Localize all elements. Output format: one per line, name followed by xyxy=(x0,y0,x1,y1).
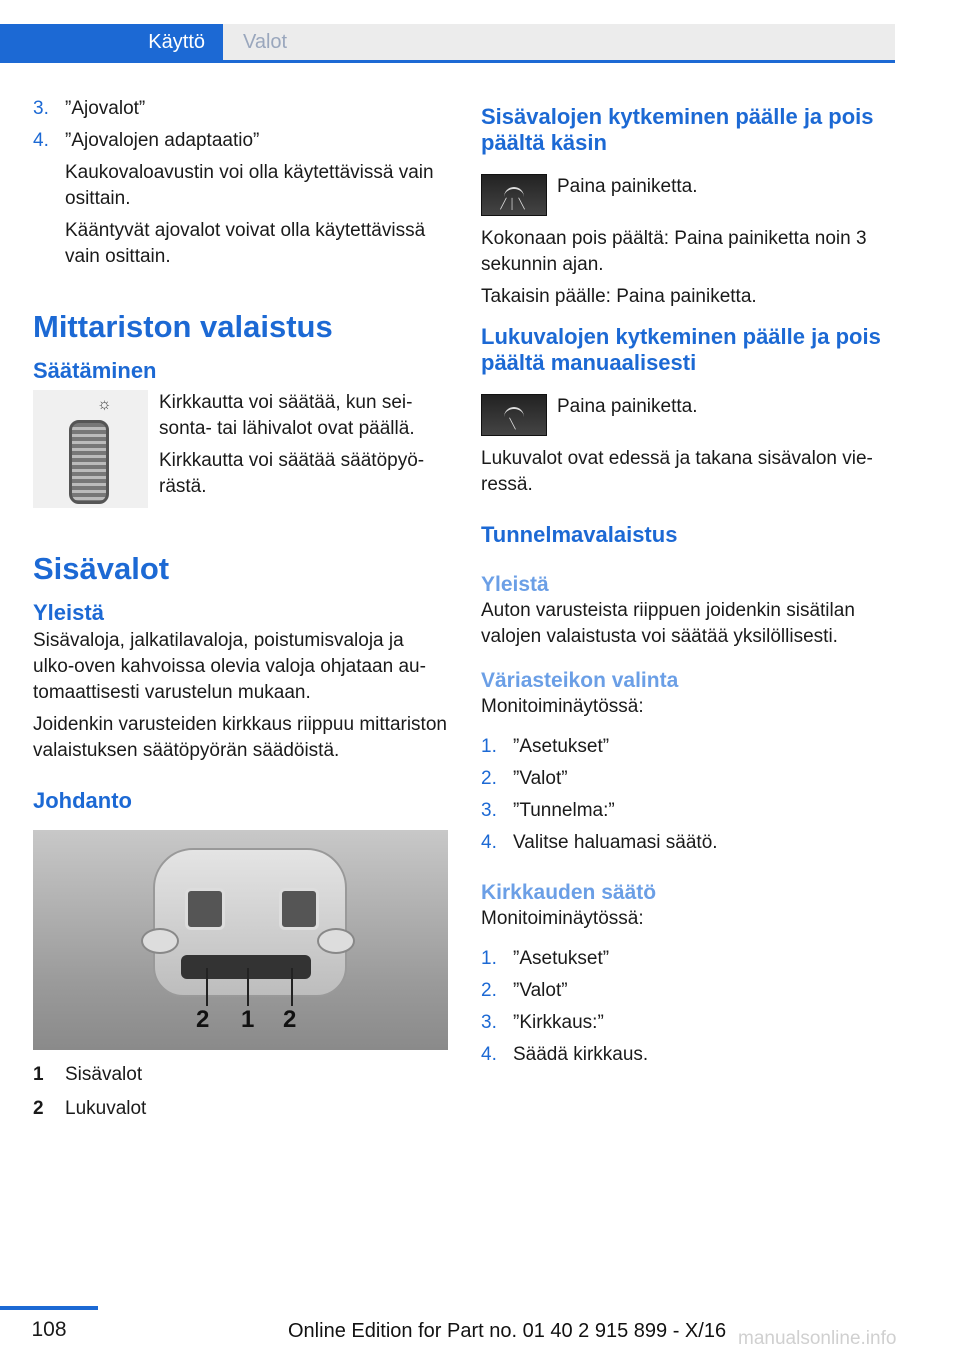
interior-light-button-icon xyxy=(481,174,547,216)
legend-key: 1 xyxy=(33,1064,44,1085)
heading-sisavalot-kasin: Sisävalojen kytkeminen päälle ja pois päältä käsin xyxy=(481,104,874,155)
legend-value: Sisävalot xyxy=(65,1064,143,1085)
list-number: 4. xyxy=(481,832,497,853)
lamp-icon xyxy=(504,187,524,199)
legend-value: Lukuvalot xyxy=(65,1098,147,1119)
list-item xyxy=(33,96,448,122)
note-text: Kääntyvät ajovalot voivat olla käytettävissä vain osittain. xyxy=(65,220,426,267)
saataminen-text-1: Kirkkautta voi säätää, kun seisonta- tai lähivalot ovat päällä. xyxy=(159,392,415,439)
thumbwheel-icon xyxy=(69,420,109,504)
legend-item xyxy=(33,1060,448,1090)
header-rule xyxy=(0,60,895,63)
edition-text: Online Edition for Part no. 01 40 2 915 899 - X/16 xyxy=(288,1320,727,1342)
heading-yleista-2: Yleistä xyxy=(481,573,549,596)
saataminen-text-2: Kirkkautta voi säätää säätöpyörästä. xyxy=(159,450,425,497)
legend-item xyxy=(33,1094,448,1124)
tunnelma-text: Auton varusteista riippuen joidenkin sisätilan valojen valaistusta voi säätää yksilöllisesti. xyxy=(481,600,855,647)
callout-line xyxy=(291,968,293,1006)
footer-rule xyxy=(0,1306,98,1310)
list-text: ”Valot” xyxy=(513,768,568,789)
list-text: ”Ajovalojen adaptaatio” xyxy=(65,130,260,151)
kirkkaus-list xyxy=(481,946,901,1068)
lamp-icon xyxy=(504,407,524,419)
list-item xyxy=(33,128,448,154)
heading-tunnelmavalaistus: Tunnelmavalaistus xyxy=(481,522,678,547)
list-item xyxy=(481,978,901,1004)
list-text: ”Kirkkaus:” xyxy=(513,1012,604,1033)
heading-sisavalot: Sisävalot xyxy=(33,551,170,586)
list-item xyxy=(481,798,901,824)
vari-list xyxy=(481,734,901,856)
callout-line xyxy=(206,968,208,1006)
dimmer-wheel-image xyxy=(33,390,148,508)
list-number: 3. xyxy=(481,800,497,821)
button-instruction xyxy=(481,174,901,216)
list-number: 3. xyxy=(481,1012,497,1033)
kokonaan-text: Kokonaan pois päältä: Paina painiketta noin 3 sekunnin ajan. xyxy=(481,228,867,275)
heading-lukuvalot: Lukuvalojen kytkeminen päälle ja pois päältä manuaalisesti xyxy=(481,324,881,375)
callout-label: 2 xyxy=(196,1006,210,1033)
watermark: manualsonline.info xyxy=(738,1328,897,1349)
page-header xyxy=(0,24,895,64)
legend-key: 2 xyxy=(33,1098,44,1119)
monitoimi-label: Monitoiminäytössä: xyxy=(481,696,644,717)
page-footer xyxy=(0,1306,960,1362)
rays-icon: ╲ xyxy=(509,419,519,430)
right-reading-light xyxy=(317,928,355,954)
list-item xyxy=(481,830,901,856)
list-text: Säädä kirkkaus. xyxy=(513,1044,649,1065)
section-tab[interactable]: Käyttö xyxy=(0,24,223,60)
lukuvalot-text: Lukuvalot ovat edessä ja takana sisävalon vieressä. xyxy=(481,448,873,495)
list-text: ”Ajovalot” xyxy=(65,98,146,119)
left-reading-light xyxy=(141,928,179,954)
list-number: 3. xyxy=(33,98,49,119)
list-number: 2. xyxy=(481,768,497,789)
left-lens xyxy=(185,888,225,930)
yleista-text-2: Joidenkin varusteiden kirkkaus riippuu mittariston valaistuksen säätöpyörän säädöistä. xyxy=(33,714,447,761)
heading-mittariston-valaistus: Mittariston valaistus xyxy=(33,309,333,344)
heading-yleista: Yleistä xyxy=(33,600,104,625)
list-number: 1. xyxy=(481,948,497,969)
heading-saataminen: Säätäminen xyxy=(33,358,157,383)
paina-text: Paina painiketta. xyxy=(557,176,698,197)
right-lens xyxy=(279,888,319,930)
monitoimi-label: Monitoiminäytössä: xyxy=(481,908,644,929)
paina-text: Paina painiketta. xyxy=(557,396,698,417)
list-item xyxy=(481,734,901,760)
subsection-tab[interactable]: Valot xyxy=(223,24,895,60)
list-item xyxy=(481,946,901,972)
list-number: 4. xyxy=(33,130,49,151)
rays-icon: ╱│╲ xyxy=(500,199,528,210)
callout-line xyxy=(247,968,249,1006)
takaisin-text: Takaisin päälle: Paina painiketta. xyxy=(481,286,757,307)
callout-label: 1 xyxy=(241,1006,255,1033)
button-instruction xyxy=(481,394,901,436)
heading-variasteikko: Väriasteikon valinta xyxy=(481,669,679,692)
dimmer-symbol-icon: ☼ xyxy=(97,396,112,413)
reading-light-button-icon xyxy=(481,394,547,436)
left-column xyxy=(33,96,448,1124)
right-column xyxy=(481,104,901,1068)
heading-kirkkaus: Kirkkauden säätö xyxy=(481,881,657,904)
list-item xyxy=(481,1010,901,1036)
yleista-text-1: Sisävaloja, jalkatilavaloja, poistumisvaloja ja ulko-oven kahvoissa olevia valoja ohjataan automaattisesti varustelun mukaan. xyxy=(33,630,426,703)
list-number: 1. xyxy=(481,736,497,757)
heading-johdanto: Johdanto xyxy=(33,788,132,813)
note-text: Kaukovaloavustin voi olla käytettävissä vain osittain. xyxy=(65,162,434,209)
list-number: 4. xyxy=(481,1044,497,1065)
list-number: 2. xyxy=(481,980,497,1001)
list-text: ”Asetukset” xyxy=(513,948,610,969)
list-text: ”Valot” xyxy=(513,980,568,1001)
callout-label: 2 xyxy=(283,1006,297,1033)
list-text: Valitse haluamasi säätö. xyxy=(513,832,718,853)
saataminen-block xyxy=(33,390,448,508)
list-text: ”Tunnelma:” xyxy=(513,800,615,821)
page-number: 108 xyxy=(31,1318,67,1341)
list-item xyxy=(481,766,901,792)
overhead-console-photo xyxy=(33,830,448,1050)
list-text: ”Asetukset” xyxy=(513,736,610,757)
list-item xyxy=(481,1042,901,1068)
